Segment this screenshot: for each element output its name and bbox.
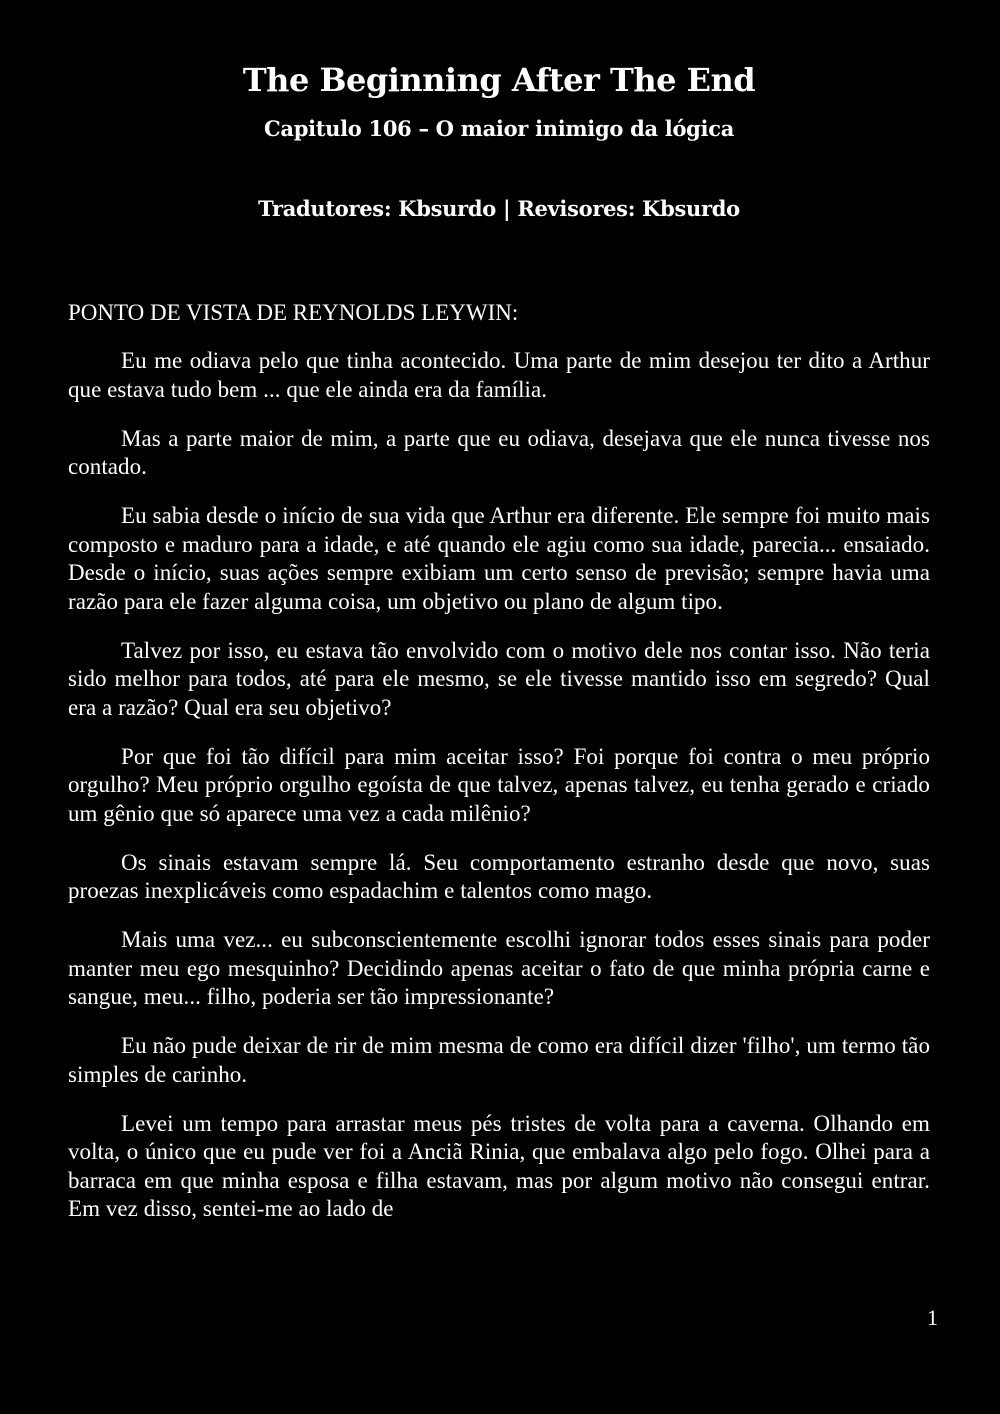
chapter-heading: Capitulo 106 – O maior inimigo da lógica [263,116,735,141]
page-number: 1 [927,1305,938,1330]
document-body [68,347,930,1224]
paragraph: Talvez por isso, eu estava tão envolvido com o motivo dele nos contar isso. Não teria sido melhor para todos, até para ele mesmo, se ele tivesse mantido isso em segredo? Qual era a razão? Qual era seu objetivo? [68,637,930,720]
credits-line: Tradutores: Kbsurdo | Revisores: Kbsurdo [258,196,740,221]
paragraph: Eu não pude deixar de rir de mim mesma de como era difícil dizer 'filho', um termo tão simples de carinho. [68,1033,930,1087]
paragraph: Por que foi tão difícil para mim aceitar isso? Foi porque foi contra o meu próprio orgulho? Meu próprio orgulho egoísta de que talvez, apenas talvez, eu tenha gerado e criado um gênio que só aparece uma vez a cada milênio? [68,743,930,826]
paragraph: Os sinais estavam sempre lá. Seu comportamento estranho desde que novo, suas proezas inexplicáveis como espadachim e talentos como mago. [68,849,930,903]
paragraph: Mais uma vez... eu subconscientemente escolhi ignorar todos esses sinais para poder manter meu ego mesquinho? Decidindo apenas aceitar o fato de que minha própria carne e sangue, meu... filho, poderia ser tão impressionante? [68,927,930,1009]
paragraph: Eu me odiava pelo que tinha acontecido. Uma parte de mim desejou ter dito a Arthur que estava tudo bem ... que ele ainda era da família. [68,348,930,402]
document-title: The Beginning After The End [242,61,756,99]
pov-heading: PONTO DE VISTA DE REYNOLDS LEYWIN: [68,300,519,325]
paragraph: Levei um tempo para arrastar meus pés tristes de volta para a caverna. Olhando em volta, o único que eu pude ver foi a Anciã Rinia, que embalava algo pelo fogo. Olhei para a barraca em que minha esposa e filha estavam, mas por algum motivo não consegui entrar. Em vez disso, sentei-me ao lado de [68,1110,930,1221]
paragraph: Mas a parte maior de mim, a parte que eu odiava, desejava que ele nunca tivesse nos contado. [68,425,930,479]
paragraph: Eu sabia desde o início de sua vida que Arthur era diferente. Ele sempre foi muito mais composto e maduro para a idade, e até quando ele agiu como sua idade, parecia... ensaiado. Desde o início, suas ações sempre exibiam um certo senso de previsão; sempre havia uma razão para ele fazer alguma coisa, um objetivo ou plano de algum tipo. [68,503,930,614]
